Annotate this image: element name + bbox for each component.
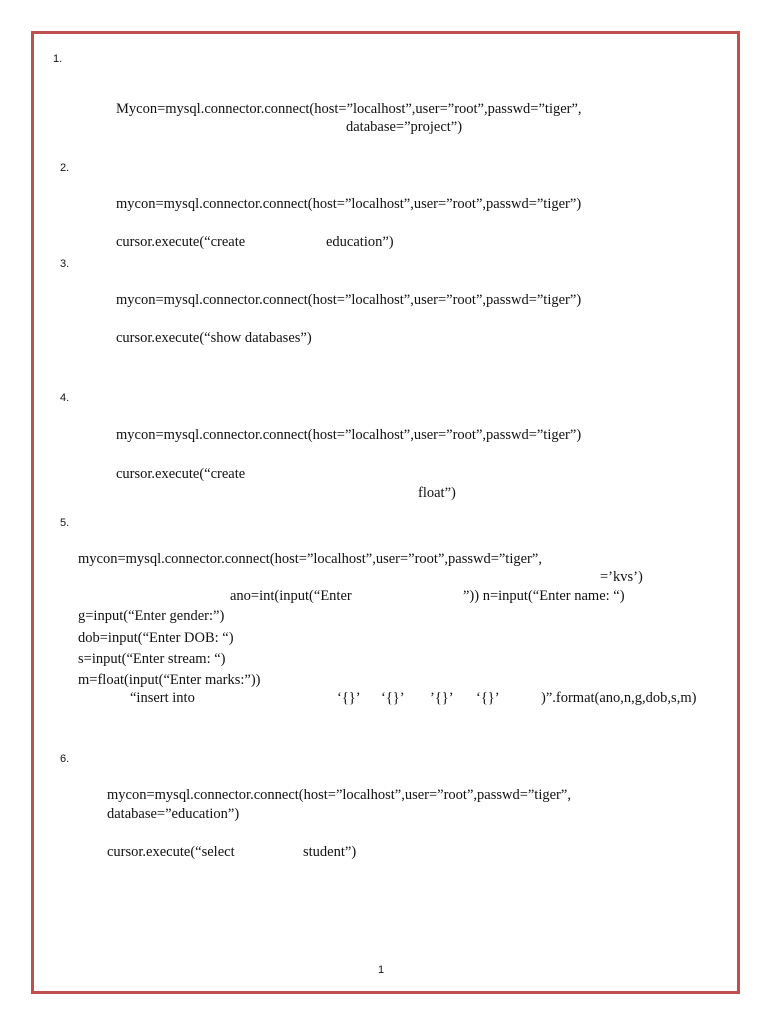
code-line: g=input(“Enter gender:”) <box>78 608 225 624</box>
question-number: 6. <box>60 753 70 765</box>
code-line: dob=input(“Enter DOB: “) <box>78 630 234 646</box>
code-line: cursor.execute(“create <box>116 466 246 482</box>
code-line: float”) <box>418 485 456 501</box>
code-line: s=input(“Enter stream: “) <box>78 651 226 667</box>
code-line: cursor.execute(“select <box>107 844 235 860</box>
code-line: Mycon=mysql.connector.connect(host=”localhost”,user=”root”,passwd=”tiger”, <box>116 101 582 117</box>
code-line: mycon=mysql.connector.connect(host=”localhost”,user=”root”,passwd=”tiger”, <box>78 551 542 567</box>
code-line: ‘{}’ <box>337 690 361 706</box>
code-line: ‘{}’ <box>381 690 405 706</box>
code-line: “insert into <box>130 690 195 706</box>
code-line: ”)) n=input(“Enter name: “) <box>463 588 625 604</box>
code-line: ano=int(input(“Enter <box>230 588 352 604</box>
code-line: cursor.execute(“show databases”) <box>116 330 312 346</box>
question-number: 5. <box>60 517 70 529</box>
code-line: )”.format(ano,n,g,dob,s,m) <box>541 690 697 706</box>
code-line: mycon=mysql.connector.connect(host=”localhost”,user=”root”,passwd=”tiger”) <box>116 196 582 212</box>
question-number: 4. <box>60 392 70 404</box>
question-number: 3. <box>60 258 70 270</box>
code-line: database=”project”) <box>346 119 463 135</box>
code-line: ’{}’ <box>430 690 454 706</box>
code-line: student”) <box>303 844 357 860</box>
code-line: database=”education”) <box>107 806 240 822</box>
page-number: 1 <box>378 964 385 976</box>
code-line: mycon=mysql.connector.connect(host=”localhost”,user=”root”,passwd=”tiger”) <box>116 292 582 308</box>
question-number: 2. <box>60 162 70 174</box>
code-line: =’kvs’) <box>600 569 643 585</box>
code-line: m=float(input(“Enter marks:”)) <box>78 672 261 688</box>
question-number: 1. <box>53 53 63 65</box>
code-line: ‘{}’ <box>476 690 500 706</box>
code-line: cursor.execute(“create <box>116 234 246 250</box>
code-line: education”) <box>326 234 394 250</box>
code-line: mycon=mysql.connector.connect(host=”localhost”,user=”root”,passwd=”tiger”, <box>107 787 571 803</box>
code-line: mycon=mysql.connector.connect(host=”localhost”,user=”root”,passwd=”tiger”) <box>116 427 582 443</box>
